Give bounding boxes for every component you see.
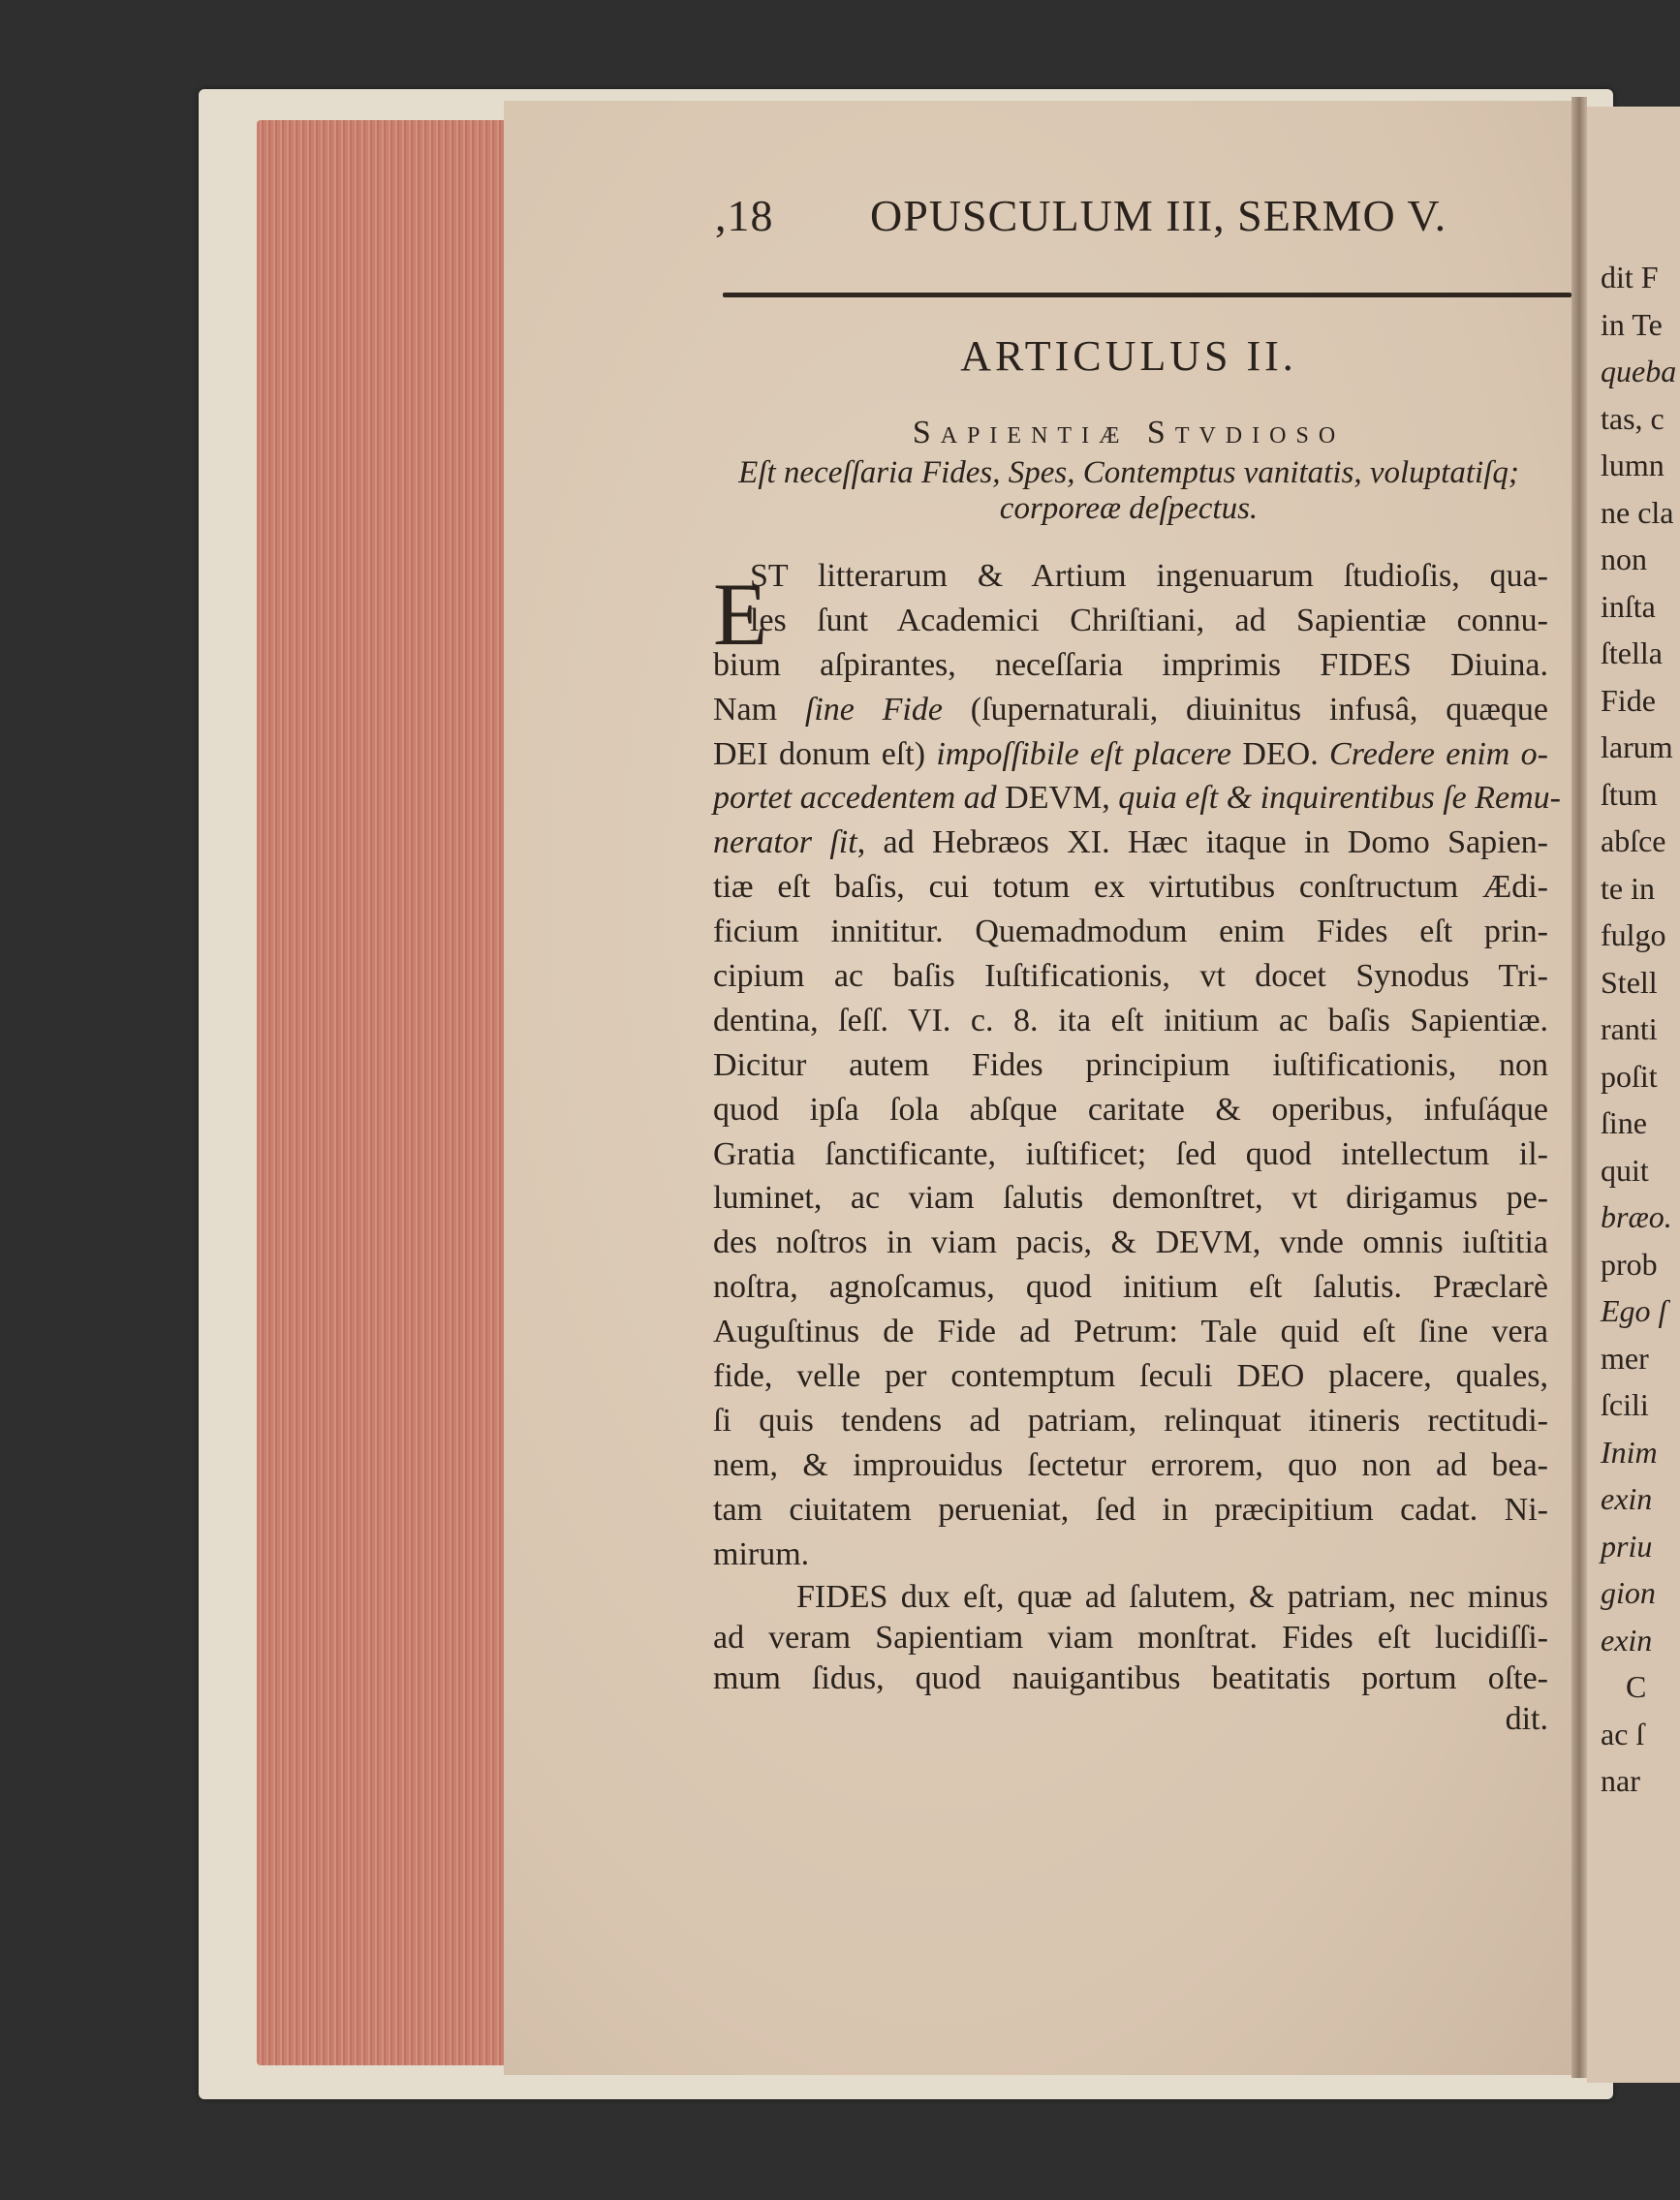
book-gutter	[1571, 97, 1587, 2078]
facing-page-line: quit	[1601, 1152, 1649, 1188]
text-line: dit.	[1505, 1701, 1548, 1737]
facing-page-line: nar	[1601, 1763, 1640, 1798]
text-line: ST litterarum & Artium ingenuarum ſtudioſis, qua-	[750, 558, 1548, 594]
italic-text: quia eſt & inquirentibus ſe Remu-	[1118, 780, 1562, 817]
facing-page-line: exin	[1601, 1481, 1653, 1516]
text-line	[713, 821, 1548, 865]
text-line: des noſtros in viam pacis, & DEVM, vnde omnis iuſtitia	[713, 1224, 1548, 1261]
text-line: bium aſpirantes, neceſſaria imprimis FIDES Diuina.	[713, 646, 1548, 683]
facing-page-line: queba	[1601, 354, 1677, 388]
facing-page-line: C	[1626, 1669, 1647, 1704]
facing-page-fragment	[1587, 107, 1680, 2083]
italic-text: nerator ſit	[713, 824, 857, 861]
facing-page-line: ranti	[1601, 1011, 1658, 1046]
facing-page-line: larum	[1601, 729, 1673, 764]
italic-text: impoſſibile eſt placere	[936, 735, 1243, 772]
paragraph-2	[713, 1577, 1548, 1740]
text-line: cipium ac baſis Iuſtificationis, vt docet Synodus Tri-	[713, 958, 1548, 995]
text-line: ad veram Sapientiam viam monſtrat. Fides eſt lucidiſſi-	[713, 1620, 1548, 1656]
text-line: tiæ eſt baſis, cui totum ex virtutibus conſtructum Ædi-	[713, 869, 1548, 906]
text-line: quod ipſa ſola abſque caritate & operibus, infuſáque	[713, 1091, 1548, 1128]
facing-page-line: exin	[1601, 1622, 1653, 1658]
facing-page-line: ſtella	[1601, 635, 1663, 670]
facing-page-line: mer	[1601, 1340, 1649, 1376]
text-line: nem, & improuidus ſectetur errorem, quo non ad bea-	[713, 1446, 1548, 1483]
paragraph-1	[713, 554, 1562, 1576]
facing-page-line: priu	[1601, 1528, 1653, 1564]
text-line: les ſunt Academici Chriſtiani, ad Sapientiæ connu-	[750, 602, 1548, 638]
italic-text: Credere enim o-	[1329, 735, 1548, 772]
article-heading: ARTICULUS II.	[960, 332, 1297, 380]
roman-text: DEO.	[1242, 735, 1330, 772]
facing-page-line: ſtum	[1601, 776, 1658, 812]
facing-page-line: fulgo	[1601, 917, 1666, 952]
roman-text: , ad Hebræos XI. Hæc itaque in Domo Sapien-	[856, 824, 1548, 861]
facing-page-line: Stell	[1601, 964, 1658, 1000]
facing-page-line: bræo.	[1601, 1199, 1672, 1234]
article-summary-line: Eſt neceſſaria Fides, Spes, Contemptus vanitatis, voluptatiſq;	[738, 455, 1519, 490]
facing-page-line: inſta	[1601, 588, 1656, 624]
page-edges-red	[257, 120, 505, 2065]
article-subheading: Sapientiæ Stvdioso	[912, 415, 1346, 450]
text-line: tam ciuitatem perueniat, ſed in præcipitium cadat. Ni-	[713, 1491, 1548, 1528]
facing-page-line: dit F	[1601, 260, 1659, 294]
text-line	[713, 688, 1548, 732]
text-line: Gratia ſanctificante, iuſtificet; ſed quod intellectum il-	[713, 1135, 1548, 1172]
text-line: noſtra, agnoſcamus, quod initium eſt ſalutis. Præclarè	[713, 1269, 1548, 1306]
facing-page-line: Ego ſ	[1601, 1293, 1667, 1328]
facing-page-line: abſce	[1601, 823, 1666, 858]
facing-page-line: ne cla	[1601, 494, 1674, 530]
article-summary-line: corporeæ deſpectus.	[999, 491, 1259, 526]
text-line: luminet, ac viam ſalutis demonſtret, vt dirigamus pe-	[713, 1180, 1548, 1217]
header-rule	[723, 293, 1571, 297]
facing-page-line: non	[1601, 542, 1647, 576]
facing-page-line: ſcili	[1601, 1387, 1649, 1422]
facing-page-line: lumn	[1601, 448, 1664, 482]
text-line: FIDES dux eſt, quæ ad ſalutem, & patriam, nec minus	[796, 1579, 1548, 1615]
facing-page-line: ſine	[1601, 1105, 1647, 1140]
text-line: mum ſidus, quod nauigantibus beatitatis portum oſte-	[713, 1660, 1548, 1696]
facing-page-line: te in	[1601, 870, 1655, 906]
facing-page-line: tas, c	[1601, 400, 1664, 436]
drop-cap: E	[713, 565, 768, 664]
text-line: dentina, ſeſſ. VI. c. 8. ita eſt initium ac baſis Sapientiæ.	[713, 1002, 1548, 1038]
text-line: Auguſtinus de Fide ad Petrum: Tale quid eſt ſine vera	[713, 1314, 1548, 1350]
facing-page-line: Inim	[1601, 1434, 1658, 1470]
roman-text: (ſupernaturali, diuinitus infusâ, quæque	[942, 691, 1548, 728]
facing-page-line: prob	[1601, 1246, 1658, 1282]
text-line: ſi quis tendens ad patriam, relinquat itineris rectitudi-	[713, 1402, 1548, 1439]
facing-page-line: poſit	[1601, 1058, 1658, 1094]
text-line: Dicitur autem Fides principium iuſtificationis, non	[713, 1046, 1548, 1083]
facing-page-line: gion	[1601, 1575, 1656, 1610]
text-line	[713, 732, 1548, 777]
text-line: ficium innititur. Quemadmodum enim Fides eſt prin-	[713, 914, 1548, 950]
facing-page-line: in Te	[1601, 306, 1663, 342]
facing-page-line: ac ſ	[1601, 1716, 1645, 1751]
italic-text: portet accedentem ad	[713, 780, 1006, 817]
roman-text: DEI donum eſt)	[713, 735, 937, 772]
roman-text: DEVM,	[1005, 780, 1119, 817]
roman-text: Nam	[713, 691, 805, 728]
running-head-title: OPUSCULUM III, SERMO V.	[870, 191, 1447, 240]
text-line	[713, 776, 1562, 821]
text-line: mirum.	[713, 1535, 810, 1572]
facing-page-line: Fide	[1601, 682, 1656, 718]
text-line: fide, velle per contemptum ſeculi DEO placere, quales,	[713, 1358, 1548, 1395]
page-number: ,18	[715, 191, 774, 240]
italic-text: ſine Fide	[804, 691, 943, 728]
